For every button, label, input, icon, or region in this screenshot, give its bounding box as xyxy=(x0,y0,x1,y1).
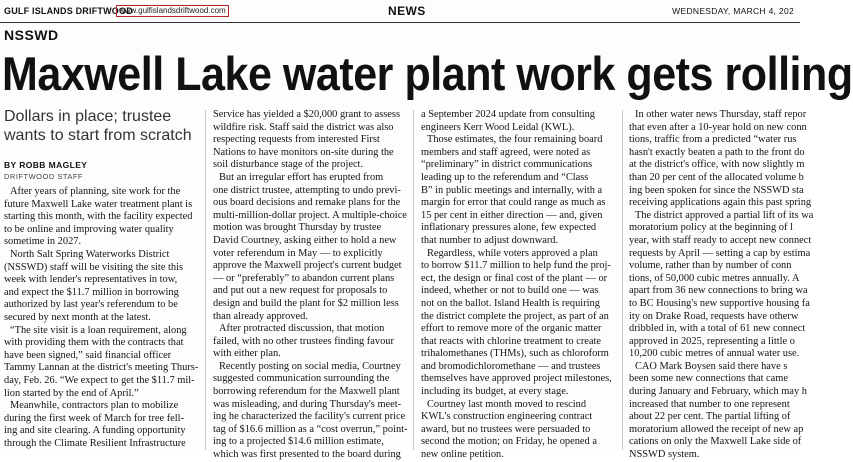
article-column-1 xyxy=(4,186,197,450)
article-line: approve the Maxwell project's current budget xyxy=(213,260,402,272)
article-line: voter referendum in May — to explicitly xyxy=(213,247,383,259)
article-line: motion was brought Thursday by trustee xyxy=(213,222,382,234)
story-section-tag: NSSWD xyxy=(4,27,59,43)
article-line: margin for error that could range as much as xyxy=(421,197,606,209)
article-line: soil disturbance stage of the project. xyxy=(213,159,364,171)
headline: Maxwell Lake water plant work gets rolling xyxy=(2,47,853,100)
article-line: starting this month, with the facility expected xyxy=(4,211,193,223)
article-line: CAO Mark Boysen said there have s xyxy=(635,360,788,372)
article-line: 10,200 cubic metres of annual water use. xyxy=(629,348,800,360)
publication-name: GULF ISLANDS DRIFTWOOD xyxy=(4,6,133,16)
article-line: during the first week of March for tree fell- xyxy=(4,412,185,424)
article-line: with providing them with the contracts that xyxy=(4,337,184,349)
article-line: Those estimates, the four remaining board xyxy=(427,134,603,146)
article-line: moratorium policy at the beginning of l xyxy=(629,222,793,234)
article-line: KWL's construction engineering contract xyxy=(421,411,593,423)
article-line: sometime in 2027. xyxy=(4,236,82,248)
article-line: new online petition. xyxy=(421,449,504,461)
article-line: trihalomethanes (THMs), such as chloroform xyxy=(421,348,609,360)
column-divider xyxy=(413,110,414,450)
article-line: ing to a projected $14.6 million estimate, xyxy=(213,436,384,448)
article-line: about 22 per cent. The partial lifting of xyxy=(629,411,791,423)
article-line: — or “preferably” to abandon current plans xyxy=(213,272,395,284)
header-divider xyxy=(0,22,800,23)
article-line: After protracted discussion, that motion xyxy=(219,323,385,335)
article-line: week with lender's representatives in tow, xyxy=(4,274,178,286)
article-line: than 20 per cent of the allocated volume b xyxy=(629,171,804,183)
article-column-2 xyxy=(213,109,408,462)
publication-url-link[interactable]: www.gulfislandsdriftwood.com xyxy=(116,5,229,17)
article-line: North Salt Spring Waterworks District xyxy=(10,248,170,260)
article-line: including its budget, at every stage. xyxy=(421,386,569,398)
article-line: leading up to the referendum and “Class xyxy=(421,171,589,183)
article-line: wildfire risk. Staff said the district was also xyxy=(213,121,394,133)
article-line: hasn't exactly beaten a path to the front do xyxy=(629,146,805,158)
article-line: members and staff agreed, were noted as xyxy=(421,146,591,158)
article-line: approved in 2025, representing a little o xyxy=(629,335,795,347)
article-line: at the district's office, with now slightly m xyxy=(629,159,805,171)
article-line: “The site visit is a loan requirement, along xyxy=(10,324,187,336)
article-line: one district trustee, attempting to undo previ- xyxy=(213,184,401,196)
deck xyxy=(4,107,194,145)
article-line: increased that number to one represent xyxy=(629,398,790,410)
byline-author: BY ROBB MAGLEY xyxy=(4,160,88,170)
article-line: to BC Housing's new supportive housing fa xyxy=(629,297,810,309)
article-line: the district complete the project, as part of an xyxy=(421,310,609,322)
article-line: future Maxwell Lake water treatment plant is xyxy=(4,198,193,210)
article-line: effort to remove more of the organic matter xyxy=(421,323,602,335)
article-line: In other water news Thursday, staff repor xyxy=(635,109,807,120)
article-line: been some new connections that came xyxy=(629,373,788,385)
article-line: have been signed,” said financial officer xyxy=(4,349,172,361)
article-line: But an irregular effort has erupted from xyxy=(219,171,384,183)
article-line: The district approved a partial lift of its wa xyxy=(635,209,814,221)
article-line: multi-million-dollar project. A multiple-choice xyxy=(213,209,407,221)
article-line: day, Feb. 26. “We expect to get the $11.7 mil- xyxy=(4,374,195,386)
article-column-3 xyxy=(421,109,616,462)
article-line: tag of $16.6 million as a “cost overrun,” point- xyxy=(213,423,408,435)
article-line: design and build the plant for $2 million less xyxy=(213,297,399,309)
article-line: inflationary pressures alone, few expected xyxy=(421,222,597,234)
column-divider xyxy=(622,110,623,450)
article-line: moratorium allowed the receipt of new ap xyxy=(629,423,804,435)
article-line: engineers Kerr Wood Leidal (KWL). xyxy=(421,121,575,133)
article-line: Meanwhile, contractors plan to mobilize xyxy=(10,400,179,412)
article-line: and put out a new request for proposals to xyxy=(213,285,388,297)
article-line: ect, the design or final cost of the plant — or xyxy=(421,272,608,284)
article-line: borrowing referendum for the Maxwell plant xyxy=(213,386,400,398)
article-line: that even after a 10-year hold on new conn xyxy=(629,121,807,133)
article-line: volume, rather than by number of conn xyxy=(629,260,792,272)
article-line: NSSWD system. xyxy=(629,449,700,461)
article-line: cations on only the Maxwell Lake side of xyxy=(629,436,802,448)
article-line: ing been spoken for since the NSSWD sta xyxy=(629,184,804,196)
section-name: NEWS xyxy=(388,4,426,18)
article-line: and expect the $11.7 million in borrowing xyxy=(4,286,179,298)
byline-staff: DRIFTWOOD STAFF xyxy=(4,172,84,181)
article-line: secured by next month at the latest. xyxy=(4,311,151,323)
article-line: Service has yielded a $20,000 grant to assess xyxy=(213,109,400,120)
article-line: failed, with no other trustees finding favour xyxy=(213,335,394,347)
article-line: than already approved. xyxy=(213,310,308,322)
article-line: Courtney last month moved to rescind xyxy=(427,398,587,410)
article-line: (NSSWD) staff will be visiting the site this xyxy=(4,261,184,273)
article-line: requests by April — setting a cap by estima xyxy=(629,247,811,259)
issue-date: WEDNESDAY, MARCH 4, 202 xyxy=(672,6,794,16)
article-line: ity on Drake Road, requests have otherw xyxy=(629,310,799,322)
article-line: Nations to have monitors on-site during the xyxy=(213,146,394,158)
article-line: Recently posting on social media, Courtney xyxy=(219,360,401,372)
page-header xyxy=(0,0,800,22)
article-line: with either plan. xyxy=(213,348,281,360)
article-line: that reacts with chlorine treatment to create xyxy=(421,335,602,347)
article-line: which was first presented to the board during xyxy=(213,449,401,461)
article-line: After years of planning, site work for the xyxy=(10,186,181,197)
article-line: B” in public meetings and internally, with a xyxy=(421,184,603,196)
article-line: was misleading, and during Thursday's meet- xyxy=(213,398,402,410)
article-line: during January and February, which may h xyxy=(629,386,807,398)
article-column-4 xyxy=(629,109,814,462)
article-line: lion started by the end of April.” xyxy=(4,387,139,399)
article-line: dribbled in, with a total of 61 new connect xyxy=(629,323,806,335)
article-line: and bromodichloromethane — and trustees xyxy=(421,360,601,372)
article-line: ous board decisions and remake plans for the xyxy=(213,197,401,209)
article-line: themselves have approved project milestones, xyxy=(421,373,612,385)
article-line: a September 2024 update from consulting xyxy=(421,109,596,120)
article-line: to borrow $11.7 million to help fund the proj- xyxy=(421,260,611,272)
article-line: through the Climate Resilient Infrastructure xyxy=(4,437,186,449)
article-line: year, with staff ready to accept new connect xyxy=(629,234,812,246)
article-line: award, but no trustees were persuaded to xyxy=(421,423,591,435)
column-divider xyxy=(205,110,206,450)
article-line: respecting requests from interested First xyxy=(213,134,380,146)
deck-line: Dollars in place; trustee xyxy=(4,108,172,125)
article-line: Regardless, while voters approved a plan xyxy=(427,247,598,259)
article-line: ing he characterized the facility's current price xyxy=(213,411,406,423)
article-line: apart from 36 new connections to bring wa xyxy=(629,285,808,297)
article-line: 15 per cent in either direction — and, given xyxy=(421,209,603,221)
article-line: receiving applications again this past spring xyxy=(629,197,812,209)
article-line: second the motion; on Friday, he opened a xyxy=(421,436,597,448)
deck-line: wants to start from scratch xyxy=(4,127,192,144)
article-line: ing and site clearing. A funding opportunity xyxy=(4,425,186,437)
article-line: to be online and improving water quality xyxy=(4,223,174,235)
article-line: David Courtney, asking either to hold a new xyxy=(213,234,397,246)
article-line: tions, of 50,000 cubic metres annually. A xyxy=(629,272,800,284)
article-line: not on the ballot. Island Health is requiring xyxy=(421,297,600,309)
article-line: indeed, whether or not to build one — was xyxy=(421,285,599,297)
article-line: “preliminary” in district communications xyxy=(421,159,593,171)
article-line: authorized by last year's referendum to be xyxy=(4,299,178,311)
article-line: suggested communication surrounding the xyxy=(213,373,390,385)
article-line: tions, traffic from a predicted “water rus xyxy=(629,134,797,146)
article-line: Tammy Lannan at the district's meeting Thurs- xyxy=(4,362,199,374)
article-line: that number to adjust downward. xyxy=(421,234,559,246)
